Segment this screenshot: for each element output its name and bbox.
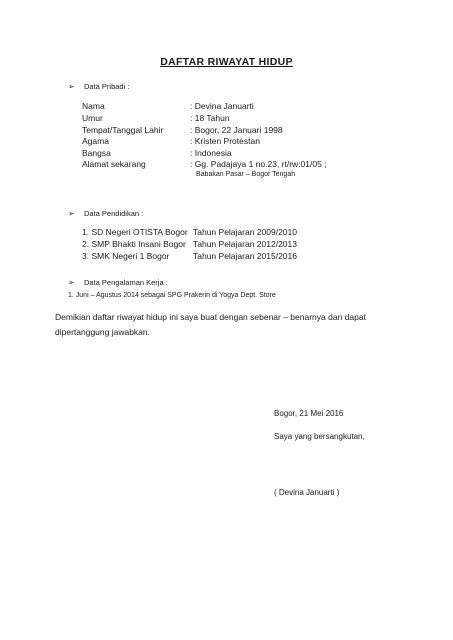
personal-label-address: Alamat sekarang — [82, 159, 146, 169]
personal-value-address: : Gg. Padajaya 1 no.23, rt/rw:01/05 ; — [190, 159, 327, 169]
section-experience-heading — [68, 278, 168, 287]
signature-place-date: Bogor, 21 Mei 2016 — [274, 409, 344, 418]
personal-value-age: : 18 Tahun — [190, 113, 230, 123]
education-year: Tahun Pelajaran 2012/2013 — [193, 239, 297, 249]
education-school: 2. SMP Bhakti Insani Bogor — [82, 239, 186, 249]
section-experience-label: Data Pengalaman Kerja : — [84, 278, 168, 287]
section-personal-label: Data Pribadi : — [84, 82, 130, 91]
section-education-label: Data Pendidikan : — [84, 209, 144, 218]
personal-label-religion: Agama — [82, 136, 109, 146]
arrow-bullet-icon: ➢ — [68, 82, 75, 91]
personal-value-religion: : Kristen Protestan — [190, 136, 260, 146]
education-school: 1. SD Negeri OTISTA Bogor — [82, 227, 188, 237]
personal-value-nationality: : Indonesia — [190, 148, 232, 158]
document-title: DAFTAR RIWAYAT HIDUP — [160, 56, 293, 68]
arrow-bullet-icon: ➢ — [68, 209, 75, 218]
personal-label-name: Nama — [82, 101, 105, 111]
section-education-heading — [68, 209, 143, 218]
experience-item: 1. Juni – Agustus 2014 sebagai SPG Prakerin di Yogya Dept. Store — [68, 292, 276, 299]
section-personal-heading — [68, 82, 129, 91]
signature-closing: Saya yang bersangkutan, — [274, 432, 365, 441]
personal-value-birth: : Bogor, 22 Januari 1998 — [190, 125, 283, 135]
closing-statement: Demikian daftar riwayat hidup ini saya buat dengan sebenar – benarnya dan dapat dipertanggung jawabkan. — [55, 312, 366, 337]
education-school: 3. SMK Negeri 1 Bogor — [82, 251, 170, 261]
personal-value-address-line2: Babakan Pasar – Bogor Tengah — [196, 171, 296, 178]
personal-label-nationality: Bangsa — [82, 148, 111, 158]
personal-value-name: : Devina Januarti — [190, 101, 254, 111]
personal-label-birth: Tempat/Tanggal Lahir — [82, 125, 164, 135]
arrow-bullet-icon: ➢ — [68, 278, 75, 287]
personal-label-age: Umur — [82, 113, 103, 123]
education-year: Tahun Pelajaran 2009/2010 — [193, 227, 297, 237]
education-year: Tahun Pelajaran 2015/2016 — [193, 251, 297, 261]
signature-name: ( Devina Januarti ) — [274, 488, 340, 497]
